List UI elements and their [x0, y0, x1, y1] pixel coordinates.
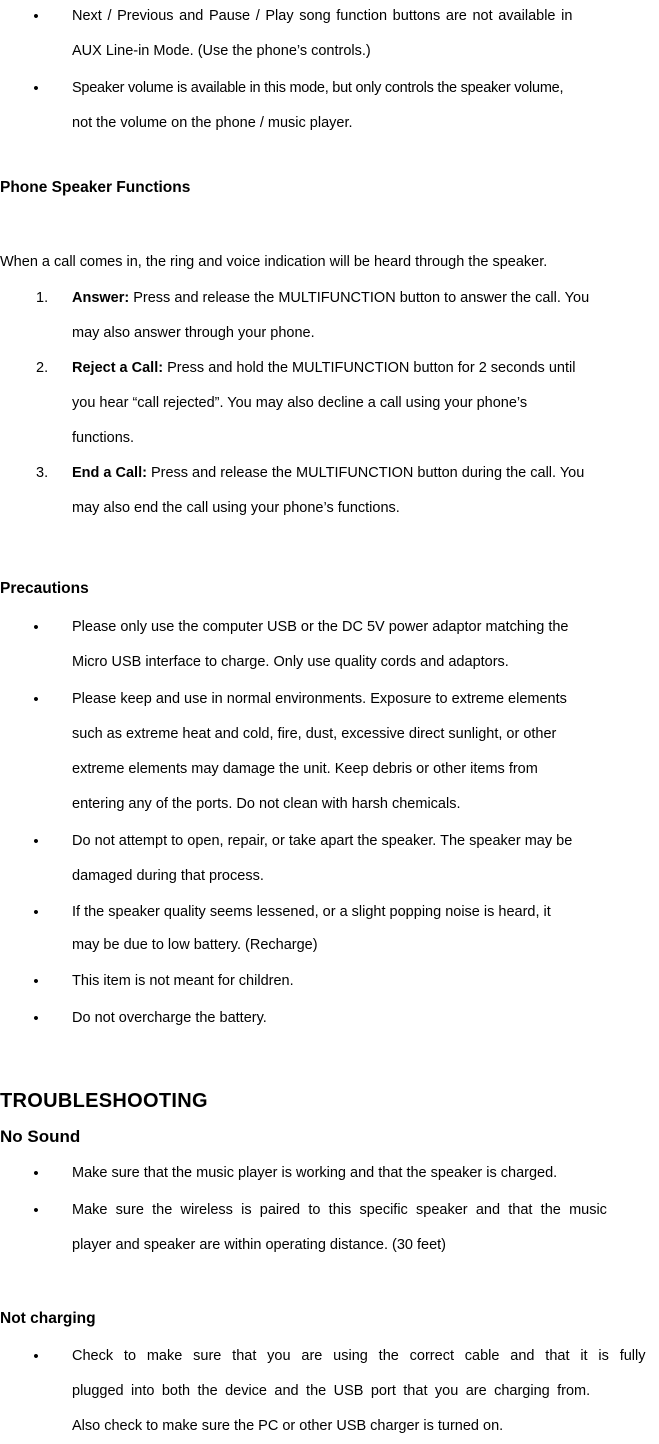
step-text: Press and release the MULTIFUNCTION button during the call. You	[146, 465, 585, 481]
list-item-line: Make sure the wireless is paired to this specific speaker and that the music	[72, 1202, 607, 1218]
not-charging-list	[0, 1339, 659, 1444]
list-item-line: Do not attempt to open, repair, or take apart the speaker. The speaker may be	[72, 833, 573, 849]
subheading-no-sound: No Sound	[0, 1127, 81, 1146]
section-heading-precautions: Precautions	[0, 580, 89, 597]
bullet-icon: •	[33, 619, 39, 636]
list-item-line: Make sure that the music player is working and that the speaker is charged.	[72, 1165, 558, 1181]
step-number: 2.	[36, 360, 49, 376]
bullet-icon: •	[33, 904, 39, 921]
list-item-line: Please only use the computer USB or the DC 5V power adaptor matching the	[72, 619, 569, 635]
list-item-line: Also check to make sure the PC or other USB charger is turned on.	[72, 1418, 504, 1434]
list-item	[0, 1193, 659, 1263]
bullet-icon: •	[33, 691, 39, 708]
list-item-line: This item is not meant for children.	[72, 973, 294, 989]
step-text: functions.	[72, 430, 135, 446]
section-heading-troubleshooting: TROUBLESHOOTING	[0, 1090, 208, 1112]
bullet-icon: •	[33, 833, 39, 850]
list-item	[0, 1156, 659, 1191]
list-item	[0, 71, 659, 141]
list-item-line: plugged into both the device and the USB port that you are charging from.	[72, 1383, 591, 1399]
list-item	[0, 351, 659, 456]
no-sound-list	[0, 1156, 659, 1263]
list-item-line: Speaker volume is available in this mode, but only controls the speaker volume,	[72, 80, 564, 96]
section-heading-phone: Phone Speaker Functions	[0, 179, 191, 196]
list-item-line: player and speaker are within operating distance. (30 feet)	[72, 1237, 446, 1253]
list-item-line: may be due to low battery. (Recharge)	[72, 937, 318, 953]
phone-intro: When a call comes in, the ring and voice indication will be heard through the speaker.	[0, 254, 548, 270]
phone-steps-list	[0, 281, 659, 526]
step-text: you hear “call rejected”. You may also decline a call using your phone’s	[72, 395, 528, 411]
bullet-icon: •	[33, 973, 39, 990]
precautions-list	[0, 610, 659, 1036]
list-item	[0, 964, 659, 999]
list-item	[0, 281, 659, 351]
aux-notes-list	[0, 0, 659, 141]
list-item	[0, 1001, 659, 1036]
bullet-icon: •	[33, 1010, 39, 1027]
list-item	[0, 610, 659, 680]
step-text: Press and hold the MULTIFUNCTION button for 2 seconds until	[163, 360, 576, 376]
step-label: Answer:	[72, 290, 130, 306]
list-item-line: entering any of the ports. Do not clean with harsh chemicals.	[72, 796, 461, 812]
list-item-line: Check to make sure that you are using the correct cable and that it is fully	[72, 1348, 646, 1364]
list-item-line: such as extreme heat and cold, fire, dust, excessive direct sunlight, or other	[72, 726, 557, 742]
list-item	[0, 824, 659, 894]
list-item	[0, 1339, 659, 1444]
list-item-line: extreme elements may damage the unit. Keep debris or other items from	[72, 761, 538, 777]
list-item	[0, 0, 659, 69]
list-item-line: Micro USB interface to charge. Only use quality cords and adaptors.	[72, 654, 509, 670]
list-item	[0, 456, 659, 526]
step-label: End a Call:	[72, 465, 147, 481]
bullet-icon: •	[33, 80, 39, 97]
list-item-line: AUX Line-in Mode. (Use the phone’s controls.)	[72, 43, 371, 59]
list-item	[0, 896, 659, 962]
subheading-not-charging: Not charging	[0, 1310, 96, 1327]
step-number: 3.	[36, 465, 49, 481]
list-item-line: Do not overcharge the battery.	[72, 1010, 267, 1026]
step-text: may also end the call using your phone’s functions.	[72, 500, 400, 516]
step-text: may also answer through your phone.	[72, 325, 315, 341]
list-item-line: Next / Previous and Pause / Play song function buttons are not available in	[72, 8, 573, 24]
step-label: Reject a Call:	[72, 360, 164, 376]
list-item-line: not the volume on the phone / music player.	[72, 115, 353, 131]
bullet-icon: •	[33, 1165, 39, 1182]
step-text: Press and release the MULTIFUNCTION button to answer the call. You	[129, 290, 590, 306]
list-item	[0, 682, 659, 822]
bullet-icon: •	[33, 1202, 39, 1219]
bullet-icon: •	[33, 8, 39, 25]
list-item-line: If the speaker quality seems lessened, or a slight popping noise is heard, it	[72, 904, 551, 920]
list-item-line: damaged during that process.	[72, 868, 264, 884]
list-item-line: Please keep and use in normal environments. Exposure to extreme elements	[72, 691, 567, 707]
bullet-icon: •	[33, 1348, 39, 1365]
step-number: 1.	[36, 290, 49, 306]
